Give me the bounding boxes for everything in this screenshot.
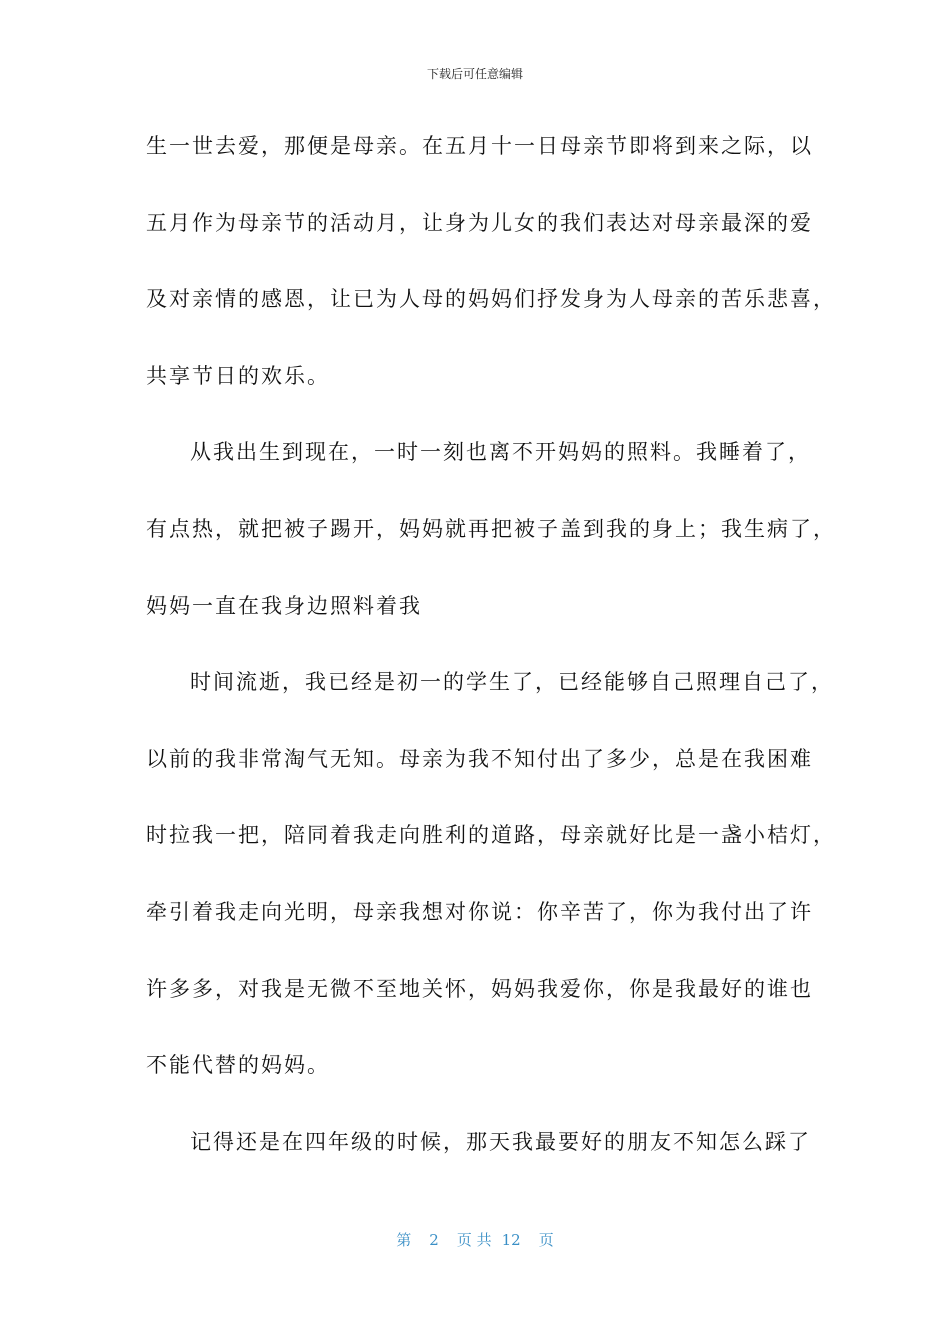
body-line: 五月作为母亲节的活动月，让身为儿女的我们表达对母亲最深的爱: [146, 210, 813, 235]
footer-suffix: 页: [538, 1231, 554, 1249]
body-line: 共享节日的欢乐。: [146, 363, 330, 388]
body-line: 及对亲情的感恩，让已为人母的妈妈们抒发身为人母亲的苦乐悲喜，: [146, 287, 836, 312]
body-line: 不能代替的妈妈。: [146, 1053, 330, 1078]
document-body: [146, 118, 836, 1190]
footer-prefix: 第: [396, 1231, 412, 1249]
body-line: 牵引着我走向光明，母亲我想对你说：你辛苦了，你为我付出了许: [146, 899, 813, 924]
total-page-count: 12: [501, 1231, 521, 1249]
paragraph-first-line: 时间流逝，我已经是初一的学生了，已经能够自己照理自己了，: [190, 670, 834, 695]
paragraph-first-line: 记得还是在四年级的时候，那天我最要好的朋友不知怎么踩了: [190, 1129, 811, 1154]
body-line: 许多多，对我是无微不至地关怀，妈妈我爱你，你是我最好的谁也: [146, 976, 813, 1001]
footer-middle: 页 共: [456, 1231, 492, 1249]
body-line: 以前的我非常淘气无知。母亲为我不知付出了多少，总是在我困难: [146, 746, 813, 771]
body-line: 生一世去爱，那便是母亲。在五月十一日母亲节即将到来之际，以: [146, 134, 813, 158]
body-line: 有点热，就把被子踢开，妈妈就再把被子盖到我的身上；我生病了，: [146, 516, 836, 541]
page-footer: [0, 1230, 950, 1250]
page-header: 下载后可任意编辑: [426, 67, 523, 81]
body-line: 时拉我一把，陪同着我走向胜利的道路，母亲就好比是一盏小桔灯，: [146, 823, 836, 848]
paragraph-first-line: 从我出生到现在，一时一刻也离不开妈妈的照料。我睡着了，: [190, 440, 811, 465]
current-page-number: 2: [429, 1231, 439, 1249]
body-line: 妈妈一直在我身边照料着我: [146, 593, 422, 618]
